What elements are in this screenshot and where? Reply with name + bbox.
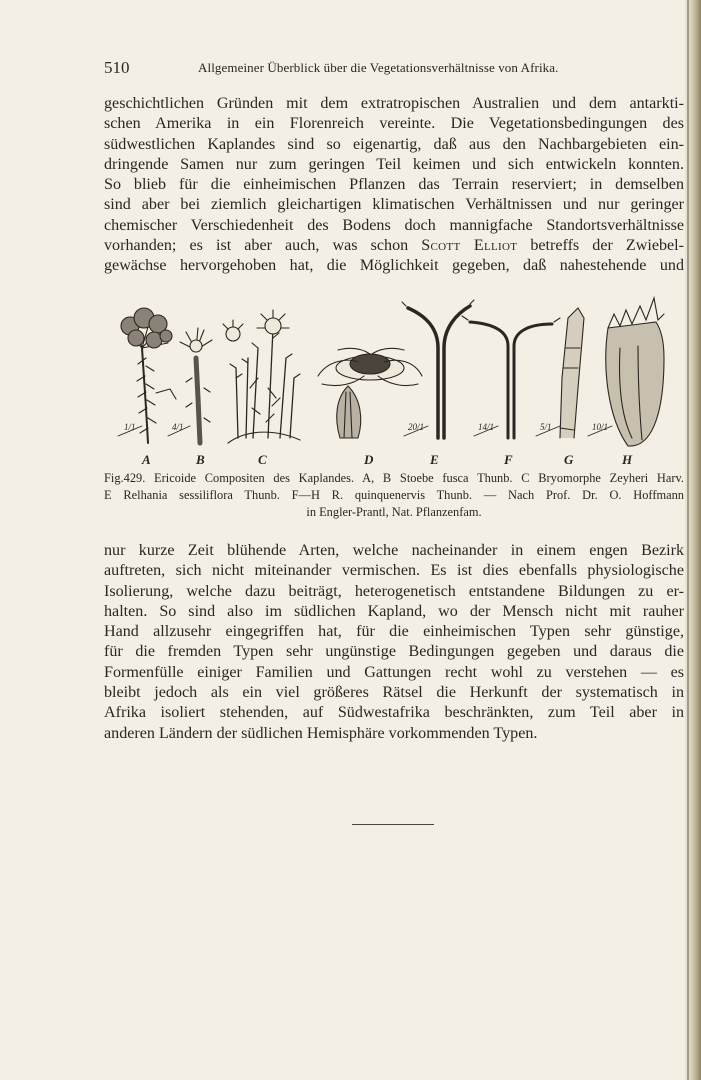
- plant-b-illustration: [180, 328, 212, 443]
- text-line: schen Amerika in ein Florenreich vereinte. Die Vegetationsbedingungen des: [104, 115, 684, 133]
- page-number: 510: [104, 58, 130, 77]
- spine-edge-line: [687, 0, 689, 1080]
- figure-caption: [104, 470, 684, 521]
- text-line: Hand allzusehr eingegriffen hat, für die einheimischen Typen sehr günstige,: [104, 623, 684, 641]
- scale-label: 1/1: [124, 422, 136, 432]
- text-line: geschichtlichen Gründen mit dem extratropischen Australien und dem antarkti-: [104, 95, 684, 112]
- text-line: sind aber bei ziemlich gleichartigen klimatischen Verhältnissen und nur geringer: [104, 196, 684, 214]
- text-line: bleibt jedoch als ein viel größeres Rätsel die Herkunft der systematisch in: [104, 684, 684, 702]
- text-line: anderen Ländern der südlichen Hemisphäre vorkommenden Typen.: [104, 724, 538, 742]
- figure-letter: E: [430, 452, 439, 467]
- text-line: So blieb für die einheimischen Pflanzen das Terrain reserviert; in demselben: [104, 176, 684, 194]
- text-line: nur kurze Zeit blühende Arten, welche nacheinander in einem engen Bezirk: [104, 542, 684, 559]
- caption-line: in Engler-Prantl, Nat. Pflanzenfam.: [306, 505, 482, 519]
- scale-marks: [118, 426, 612, 436]
- text-line: Isolierung, welche dazu beiträgt, heterogenetisch entstandene Bildungen zu er-: [104, 582, 684, 600]
- text-fragment: betreffs der Zwiebel-: [530, 237, 685, 255]
- text-line: südwestlichen Kaplandes sind so eigenartig, daß aus den Nachbargebieten ein-: [104, 135, 684, 153]
- scale-label: 4/1: [172, 422, 184, 432]
- plant-h-illustration: [606, 298, 664, 446]
- text-line-with-author: [104, 236, 684, 256]
- paragraph-bottom: [104, 541, 684, 744]
- scale-label: 14/1: [478, 422, 495, 432]
- plant-g-illustration: [560, 308, 584, 438]
- author-name: Scott Elliot: [421, 237, 518, 255]
- figure-letter: H: [622, 452, 633, 467]
- section-end-rule: [352, 824, 434, 825]
- plant-e-illustration: [402, 300, 474, 438]
- figure-429-botanical-illustration: [108, 288, 678, 468]
- plant-c-illustration: [223, 310, 300, 443]
- plant-d-illustration: [318, 348, 425, 438]
- caption-line: Fig.429. Ericoide Compositen des Kaplandes. A, B Stoebe fusca Thunb. C Bryomorphe Zeyheri Harv.: [104, 471, 684, 485]
- text-line: dringende Samen nur zum geringen Teil keimen und sich entwickeln konnten.: [104, 155, 684, 173]
- figure-letter: C: [258, 452, 267, 467]
- scale-label: 5/1: [540, 422, 552, 432]
- paragraph-top: [104, 94, 684, 277]
- figure-letter: F: [504, 452, 513, 467]
- plant-f-illustration: [462, 316, 560, 438]
- figure-letter: G: [564, 452, 574, 467]
- running-head: Allgemeiner Überblick über die Vegetationsverhältnisse von Afrika.: [198, 60, 559, 75]
- text-line: chemischer Verschiedenheit des Bodens doch mannigfache Standortsverhältnisse: [104, 216, 684, 234]
- scale-label: 10/1: [592, 422, 609, 432]
- text-line: Formenfülle einiger Familien und Gattungen recht wohl zu verstehen — es: [104, 663, 684, 681]
- figure-letter: D: [364, 452, 374, 467]
- figure-letter: A: [142, 452, 151, 467]
- text-line: für die fremden Typen sehr ungünstige Bedingungen gegeben und daraus die: [104, 643, 684, 661]
- text-line: Afrika isoliert stehenden, auf Südwestafrika beschränkten, zum Teil aber in: [104, 704, 684, 722]
- text-line: auftreten, sich nicht miteinander vermischen. Es ist dies ebenfalls physiologische: [104, 562, 684, 580]
- scale-label: 20/1: [408, 422, 425, 432]
- caption-line: E Relhania sessiliflora Thunb. F—H R. quinquenervis Thunb. — Nach Prof. Dr. O. Hoffmann: [104, 488, 684, 502]
- figure-letter-labels: [108, 452, 678, 468]
- figure-letter: B: [196, 452, 205, 467]
- page-header: [104, 58, 684, 80]
- text-line: gewächse hervorgehoben hat, die Möglichkeit gegeben, daß nahestehende und: [104, 257, 684, 275]
- text-fragment: vorhanden; es ist aber auch, was schon: [104, 237, 409, 255]
- text-line: halten. So sind also im südlichen Kapland, wo der Mensch nicht mit rauher: [104, 602, 684, 620]
